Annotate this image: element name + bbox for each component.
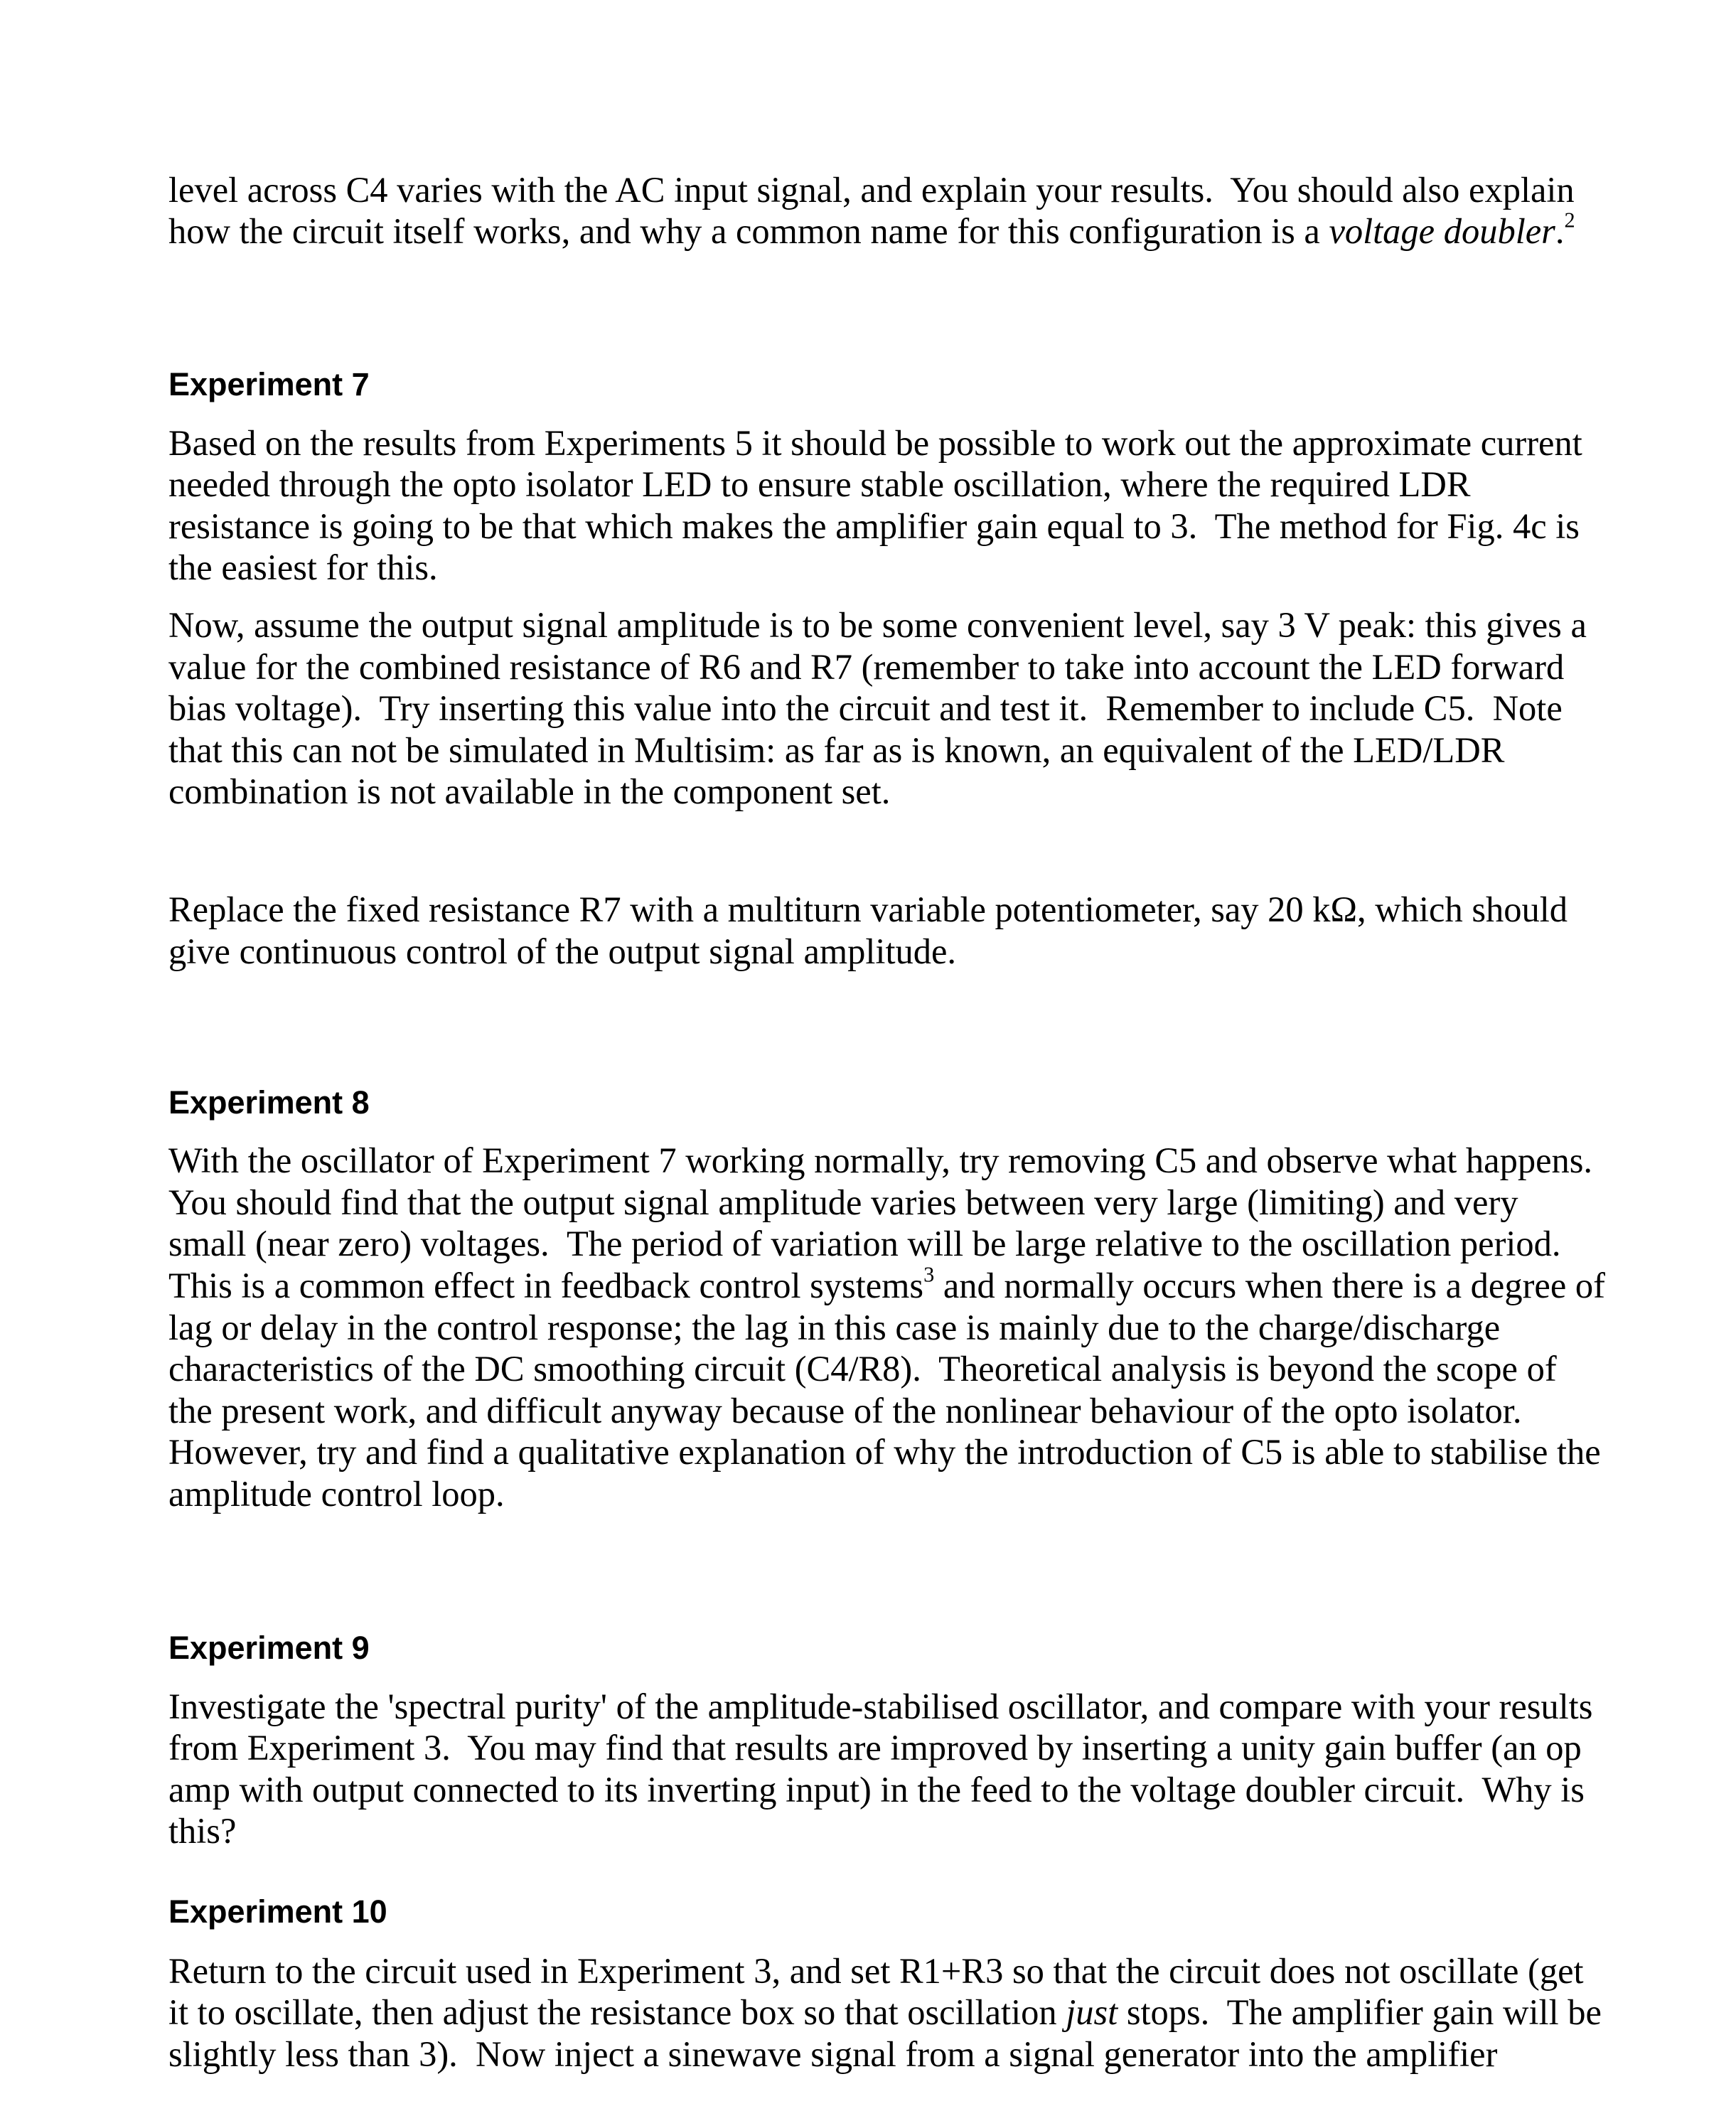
text-line: combination is not available in the component set. [168,771,891,811]
text-line: small (near zero) voltages. The period of variation will be large relative to the oscillation period. [168,1224,1561,1263]
text-line: slightly less than 3). Now inject a sinewave signal from a signal generator into the amplifier [168,2034,1498,2074]
text-line [168,1992,1602,2033]
text-span: how the circuit itself works, and why a common name for this configuration is a [168,211,1329,251]
text-line: lag or delay in the control response; the lag in this case is mainly due to the charge/discharge [168,1308,1501,1347]
text-line: You should find that the output signal amplitude varies between very large (limiting) and very [168,1182,1518,1222]
text-line: the easiest for this. [168,547,438,587]
text-line: needed through the opto isolator LED to ensure stable oscillation, where the required LDR [168,464,1471,504]
text-line: give continuous control of the output signal amplitude. [168,931,957,971]
text-line: amp with output connected to its inverting input) in the feed to the voltage doubler circuit. Why is [168,1770,1585,1810]
text-span: stops. The amplifier gain will be [1118,1992,1602,2032]
text-span: and normally occurs when there is a degree of [934,1266,1605,1305]
text-line: this? [168,1811,237,1851]
section-heading: Experiment 10 [168,1893,387,1930]
text-span: This is a common effect in feedback control systems [168,1266,924,1305]
italic-emphasis: just [1066,1992,1118,2032]
footnote-ref[interactable]: 2 [1564,208,1575,233]
text-line: the present work, and difficult anyway because of the nonlinear behaviour of the opto isolator. [168,1391,1522,1431]
footnote-ref[interactable]: 3 [923,1262,935,1287]
text-span: . [1555,211,1565,251]
section-heading: Experiment 8 [168,1084,370,1121]
text-line: Replace the fixed resistance R7 with a multiturn variable potentiometer, say 20 kΩ, which should [168,889,1568,929]
text-line: Based on the results from Experiments 5 it should be possible to work out the approximate current [168,423,1582,463]
text-span: it to oscillate, then adjust the resistance box so that oscillation [168,1992,1066,2032]
text-line: level across C4 varies with the AC input signal, and explain your results. You should also explain [168,170,1575,210]
text-line: from Experiment 3. You may find that results are improved by inserting a unity gain buffer (an op [168,1728,1582,1768]
text-line: amplitude control loop. [168,1474,505,1514]
text-line: With the oscillator of Experiment 7 working normally, try removing C5 and observe what happens. [168,1140,1593,1180]
section-heading: Experiment 7 [168,366,370,402]
section-heading: Experiment 9 [168,1630,370,1666]
italic-term: voltage doubler [1329,211,1555,251]
text-line: Investigate the 'spectral purity' of the amplitude-stabilised oscillator, and compare with your results [168,1687,1593,1726]
text-line: bias voltage). Try inserting this value into the circuit and test it. Remember to include C5. Note [168,688,1563,728]
text-line: characteristics of the DC smoothing circuit (C4/R8). Theoretical analysis is beyond the scope of [168,1349,1557,1389]
text-line: resistance is going to be that which makes the amplifier gain equal to 3. The method for Fig. 4c is [168,506,1580,546]
text-line: Now, assume the output signal amplitude is to be some convenient level, say 3 V peak: this gives a [168,605,1587,645]
text-line [168,210,1575,252]
text-line: that this can not be simulated in Multisim: as far as is known, an equivalent of the LED/LDR [168,730,1505,770]
text-line [168,1262,1605,1306]
text-line: value for the combined resistance of R6 and R7 (remember to take into account the LED forward [168,647,1565,687]
text-line: Return to the circuit used in Experiment 3, and set R1+R3 so that the circuit does not oscillate (get [168,1951,1584,1991]
text-line: However, try and find a qualitative explanation of why the introduction of C5 is able to stabilise the [168,1432,1601,1472]
